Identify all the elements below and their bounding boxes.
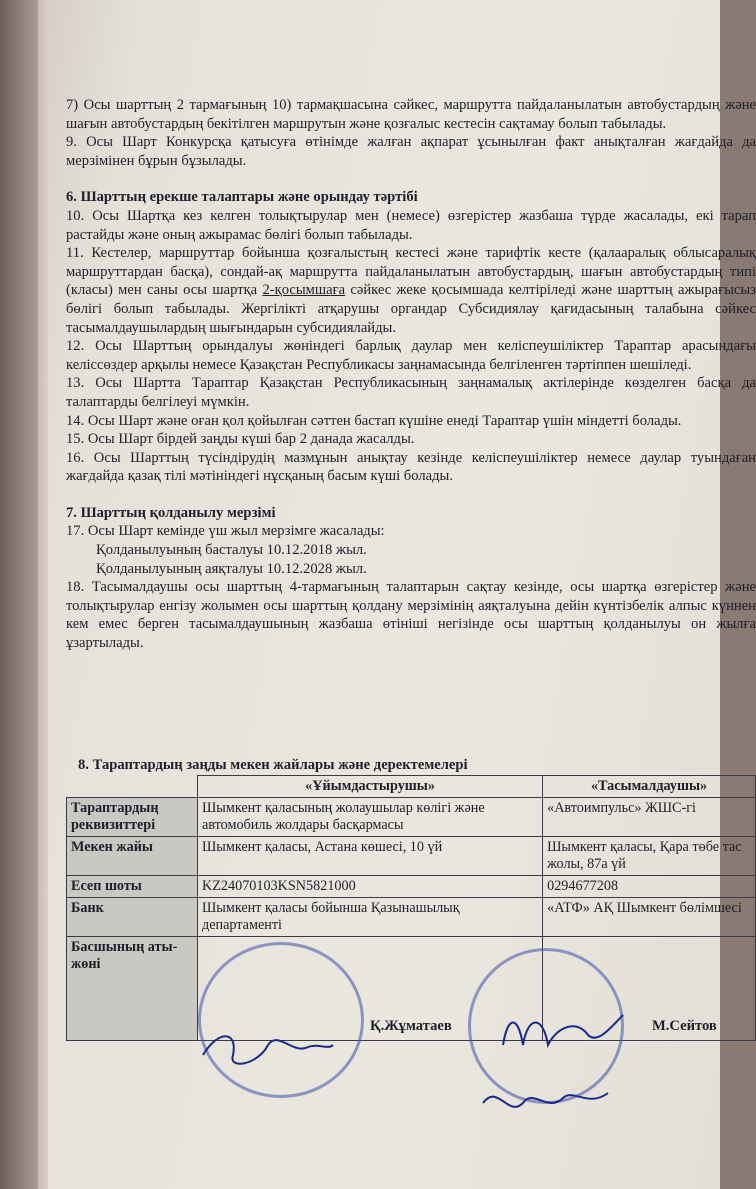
paragraph-13: 13. Осы Шартта Тараптар Қазақстан Республикасының заңнамалық актілерінде көзделген басқа да талаптарды белгілеуі мүмкін. [66,375,756,410]
organizer-signature [198,1025,338,1075]
carrier-cell: 0294677208 [543,876,756,898]
table-header-row [67,776,756,798]
carrier-cell: Шымкент қаласы, Қара төбе тас жолы, 87а үй [543,837,756,876]
carrier-cell: «АТФ» АҚ Шымкент бөлімшесі [543,898,756,937]
paragraph-18: 18. Тасымалдаушы осы шарттың 4-тармағының талаптарын сақтау кезінде, осы шартқа өзгерістер және толықтырулар енгізу жолымен осы шарттың қолдану мерзімінің аяқталуына дейін күнтізбелік алпыс күннен кем емес берген тасымалдаушының жазбаша өтініші негізінде осы шарттың қолданылуы он жылға ұзартылады. [66,579,756,652]
section-7-heading: 7. Шарттың қолданылу мерзімі [66,504,276,521]
table-row [67,798,756,837]
requisites-table [66,775,756,1041]
organizer-cell: KZ24070103KSN5821000 [198,876,543,898]
document-page [48,0,756,1189]
carrier-column-header: «Тасымалдаушы» [543,776,756,798]
table-row [67,837,756,876]
section-8-heading: 8. Тараптардың заңды мекен жайлары және деректемелері [78,757,468,773]
row-label: Басшының аты-жөні [67,937,198,1041]
paragraph-16: 16. Осы Шарттың түсіндірудің мазмұнын анықтау кезінде келіспеушіліктер немесе даулар туындаған жағдайда қазақ тілі мәтініндегі нұсқаның басым күші болады. [66,449,756,485]
table-row [67,876,756,898]
paragraph-15: 15. Осы Шарт бірдей заңды күші бар 2 данада жасалды. [66,431,415,448]
validity-end: Қолданылуының аяқталуы 10.12.2028 жыл. [96,560,367,577]
empty-corner-cell [67,776,198,798]
organizer-column-header: «Ұйымдастырушы» [198,776,543,798]
row-label: Мекен жайы [67,837,198,876]
row-label: Банк [67,898,198,937]
document-text [66,96,756,653]
paragraph-7: 7) Осы шарттың 2 тармағының 10) тармақшасына сәйкес, маршрутта пайдаланылатын автобустардың және шағын автобустардың бекітілген маршрутын және қозғалыс кестесін сақтамау болып табылады. [66,97,756,132]
paragraph-11 [66,244,756,337]
paragraph-14: 14. Осы Шарт және оған қол қойылған сәттен бастап күшіне енеді Тараптар үшін міндетті болады. [66,412,682,429]
table-row [67,898,756,937]
carrier-signature [498,1005,628,1060]
paragraph-12: 12. Осы Шарттың орындалуы жөніндегі барлық даулар мен келіспеушіліктер Тараптар арасындағы келіссөздер арқылы немесе Қазақстан Республикасы заңнамасында белгіленген тәртіппен шешіледі. [66,338,756,373]
section-6-heading: 6. Шарттың ерекше талаптары және орындау тәртібі [66,189,418,206]
row-label: Тараптардың реквизиттері [67,798,198,837]
paragraph-10: 10. Осы Шартқа кез келген толықтырулар мен (немесе) өзгерістер жазбаша түрде жасалады, екі тарап растайды және оның ажырамас бөлігі болып табылады. [66,207,756,243]
paragraph-11-part-a: 11. Кестелер, маршруттар бойынша қозғалыстың кестесі және тарифтік кесте (қалааралық облысаралық маршруттардан басқа), сондай-ақ маршрутта пайдаланылатын автобустардың, шағын автобустардың типі (класы) мен саны осы шартқа [66,245,756,299]
validity-start: Қолданылуының басталуы 10.12.2018 жыл. [96,542,367,559]
paragraph-9: 9. Осы Шарт Конкурсқа қатысуға өтінімде жалған ақпарат ұсынылған факт анықталған жағдайда да мерзімінен бұрын бұзылады. [66,134,756,169]
organizer-cell: Шымкент қаласы, Астана көшесі, 10 үй [198,837,543,876]
organizer-head-name: Қ.Жұматаев [370,1018,452,1034]
carrier-head-name: М.Сейтов [652,1018,717,1034]
carrier-cell: «Автоимпульс» ЖШС-гі [543,798,756,837]
carrier-second-signature [478,1078,618,1128]
row-label: Есеп шоты [67,876,198,898]
annex-2-reference: 2-қосымшаға [262,282,346,299]
paragraph-11-part-b: сәйкес жеке қосымшада келтіріледі және шарттың ажырағысыз бөлігі болып табылады. Жергілікті атқарушы органдар Субсидиялау қағидасының талабына сәйкес тасымалдаушылардың шығындарын субсидиялайды. [66,282,756,336]
organizer-cell: Шымкент қаласы бойынша Қазынашылық департаменті [198,898,543,937]
paragraph-17: 17. Осы Шарт кемінде үш жыл мерзімге жасалады: [66,523,385,540]
organizer-cell: Шымкент қаласының жолаушылар көлігі және автомобиль жолдары басқармасы [198,798,543,837]
